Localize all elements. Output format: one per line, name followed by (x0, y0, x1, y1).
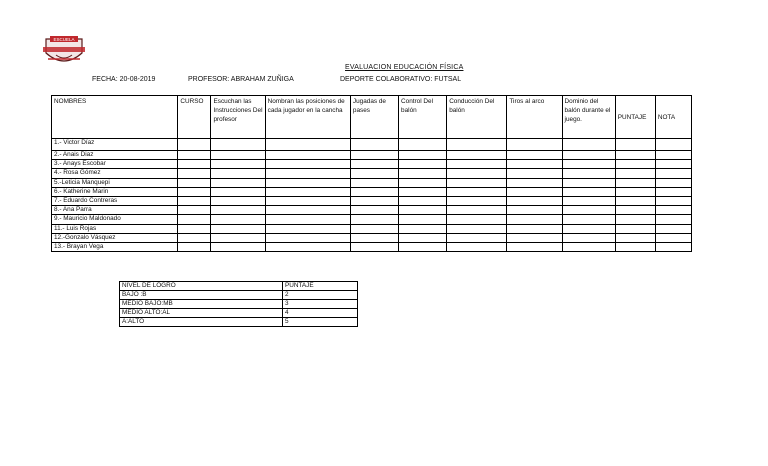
student-name: 3.- Anays Escobar (52, 160, 178, 169)
grade-cell[interactable] (562, 178, 615, 187)
grade-cell[interactable] (507, 215, 562, 224)
school-crest-icon (42, 33, 86, 69)
header-nivel-logro: NIVEL DE LOGRO (120, 282, 283, 291)
student-name: 4.- Rosa Gómez (52, 169, 178, 178)
grade-cell[interactable] (655, 233, 691, 242)
level-score: 5 (283, 318, 358, 327)
achievement-levels-table (119, 281, 358, 327)
grade-cell[interactable] (211, 196, 265, 205)
header-nombres: NOMBRES (52, 96, 178, 139)
grade-cell[interactable] (562, 215, 615, 224)
student-name: 6.- Katherine Marin (52, 187, 178, 196)
grade-cell[interactable] (350, 196, 398, 205)
grade-cell[interactable] (350, 178, 398, 187)
grade-cell[interactable] (399, 169, 447, 178)
grade-cell[interactable] (178, 224, 211, 233)
grade-cell[interactable] (211, 242, 265, 251)
grade-cell[interactable] (447, 178, 507, 187)
grade-cell[interactable] (178, 187, 211, 196)
grade-cell[interactable] (562, 242, 615, 251)
grade-cell[interactable] (447, 206, 507, 215)
grade-cell[interactable] (399, 206, 447, 215)
grade-cell[interactable] (399, 242, 447, 251)
grade-cell[interactable] (265, 151, 350, 160)
grade-cell[interactable] (615, 151, 655, 160)
table-row (52, 151, 692, 160)
grade-cell[interactable] (615, 206, 655, 215)
header-nombran: Nombran las posiciones de cada jugador en la cancha (265, 96, 350, 139)
grade-cell[interactable] (211, 178, 265, 187)
grade-cell[interactable] (447, 139, 507, 151)
grade-cell[interactable] (655, 151, 691, 160)
grade-cell[interactable] (399, 233, 447, 242)
student-name: 11.- Luis Rojas (52, 224, 178, 233)
grade-cell[interactable] (615, 242, 655, 251)
grade-cell[interactable] (399, 151, 447, 160)
header-nota: NOTA (655, 96, 691, 139)
grade-cell[interactable] (507, 139, 562, 151)
grade-cell[interactable] (615, 160, 655, 169)
grade-cell[interactable] (265, 187, 350, 196)
table-row (120, 318, 358, 327)
grade-cell[interactable] (615, 233, 655, 242)
grade-cell[interactable] (350, 160, 398, 169)
table-row (120, 300, 358, 309)
level-name: MEDIO BAJO:MB (120, 300, 283, 309)
table-row (52, 139, 692, 151)
grade-cell[interactable] (615, 178, 655, 187)
grade-cell[interactable] (562, 187, 615, 196)
level-name: A:ALTO (120, 318, 283, 327)
grade-cell[interactable] (178, 215, 211, 224)
grade-cell[interactable] (507, 233, 562, 242)
grade-cell[interactable] (507, 206, 562, 215)
grade-cell[interactable] (211, 187, 265, 196)
grade-cell[interactable] (562, 206, 615, 215)
level-name: MEDIO ALTO:AL (120, 309, 283, 318)
document-title: EVALUACION EDUCACIÓN FÍSICA (345, 64, 464, 71)
school-logo (42, 33, 86, 69)
grade-cell[interactable] (265, 233, 350, 242)
grade-cell[interactable] (350, 206, 398, 215)
grade-cell[interactable] (265, 160, 350, 169)
grade-cell[interactable] (562, 224, 615, 233)
grade-cell[interactable] (562, 139, 615, 151)
grade-cell[interactable] (178, 169, 211, 178)
table-row (52, 169, 692, 178)
grade-cell[interactable] (399, 160, 447, 169)
evaluation-header-row (52, 96, 692, 139)
grade-cell[interactable] (655, 160, 691, 169)
student-name: 5.-Leticia Manquepi (52, 178, 178, 187)
grade-cell[interactable] (447, 160, 507, 169)
grade-cell[interactable] (655, 169, 691, 178)
level-score: 3 (283, 300, 358, 309)
grade-cell[interactable] (399, 187, 447, 196)
grade-cell[interactable] (562, 160, 615, 169)
grade-cell[interactable] (399, 215, 447, 224)
grade-cell[interactable] (350, 224, 398, 233)
grade-cell[interactable] (211, 224, 265, 233)
grade-cell[interactable] (562, 233, 615, 242)
table-row (52, 178, 692, 187)
grade-cell[interactable] (562, 169, 615, 178)
grade-cell[interactable] (178, 206, 211, 215)
teacher-label: PROFESOR: ABRAHAM ZUÑIGA (188, 76, 294, 83)
grade-cell[interactable] (399, 139, 447, 151)
grade-cell[interactable] (655, 206, 691, 215)
grade-cell[interactable] (350, 139, 398, 151)
table-row (52, 196, 692, 205)
student-name: 1.- Victor Díaz (52, 139, 178, 151)
level-score: 2 (283, 291, 358, 300)
grade-cell[interactable] (265, 206, 350, 215)
grade-cell[interactable] (615, 224, 655, 233)
grade-cell[interactable] (178, 233, 211, 242)
grade-cell[interactable] (350, 187, 398, 196)
sport-label: DEPORTE COLABORATIVO: FUTSAL (340, 76, 462, 83)
grade-cell[interactable] (655, 196, 691, 205)
grade-cell[interactable] (265, 215, 350, 224)
student-name: 7.- Eduardo Contreras (52, 196, 178, 205)
grade-cell[interactable] (447, 187, 507, 196)
grade-cell[interactable] (178, 178, 211, 187)
grade-cell[interactable] (447, 196, 507, 205)
grade-cell[interactable] (655, 242, 691, 251)
grade-cell[interactable] (211, 169, 265, 178)
grade-cell[interactable] (655, 178, 691, 187)
grade-cell[interactable] (507, 242, 562, 251)
grade-cell[interactable] (615, 196, 655, 205)
grade-cell[interactable] (178, 139, 211, 151)
grade-cell[interactable] (211, 206, 265, 215)
grade-cell[interactable] (447, 242, 507, 251)
grade-cell[interactable] (399, 178, 447, 187)
grade-cell[interactable] (615, 215, 655, 224)
grade-cell[interactable] (507, 169, 562, 178)
student-name: 12.-Gonzalo Vásquez (52, 233, 178, 242)
level-name: BAJO :B (120, 291, 283, 300)
table-row (52, 187, 692, 196)
grade-cell[interactable] (350, 242, 398, 251)
header-jugadas: Jugadas de pases (350, 96, 398, 139)
grade-cell[interactable] (211, 215, 265, 224)
evaluation-table (51, 95, 692, 252)
grade-cell[interactable] (447, 224, 507, 233)
grade-cell[interactable] (562, 151, 615, 160)
grade-cell[interactable] (507, 196, 562, 205)
grade-cell[interactable] (399, 196, 447, 205)
table-row (52, 233, 692, 242)
grade-cell[interactable] (655, 215, 691, 224)
table-row (52, 224, 692, 233)
student-name: 13.- Brayan Vega (52, 242, 178, 251)
table-row (120, 291, 358, 300)
grade-cell[interactable] (265, 242, 350, 251)
grade-cell[interactable] (615, 187, 655, 196)
grade-cell[interactable] (350, 169, 398, 178)
grade-cell[interactable] (265, 224, 350, 233)
grade-cell[interactable] (655, 224, 691, 233)
header-tiros: Tiros al arco (507, 96, 562, 139)
grade-cell[interactable] (265, 196, 350, 205)
grade-cell[interactable] (265, 139, 350, 151)
header-conduccion: Conducción Del balón (447, 96, 507, 139)
grade-cell[interactable] (178, 196, 211, 205)
level-score: 4 (283, 309, 358, 318)
grade-cell[interactable] (507, 224, 562, 233)
grade-cell[interactable] (507, 187, 562, 196)
grade-cell[interactable] (615, 139, 655, 151)
grade-cell[interactable] (507, 160, 562, 169)
grade-cell[interactable] (265, 178, 350, 187)
header-curso: CURSO (178, 96, 211, 139)
grade-cell[interactable] (178, 151, 211, 160)
table-row (52, 242, 692, 251)
header-escuchan: Escuchan las Instrucciones Del profesor (211, 96, 265, 139)
grade-cell[interactable] (350, 215, 398, 224)
student-name: 9.- Mauricio Maldonado (52, 215, 178, 224)
table-row (52, 160, 692, 169)
grade-cell[interactable] (211, 151, 265, 160)
grade-cell[interactable] (265, 169, 350, 178)
student-name: 2.- Anais Diaz (52, 151, 178, 160)
grade-cell[interactable] (507, 178, 562, 187)
grade-cell[interactable] (615, 169, 655, 178)
date-label: FECHA: 20-08-2019 (92, 76, 156, 83)
grade-cell[interactable] (447, 233, 507, 242)
grade-cell[interactable] (178, 160, 211, 169)
grade-cell[interactable] (447, 169, 507, 178)
grade-cell[interactable] (507, 151, 562, 160)
grade-cell[interactable] (350, 151, 398, 160)
student-name: 8.- Ana Parra (52, 206, 178, 215)
table-row (52, 215, 692, 224)
grade-cell[interactable] (211, 160, 265, 169)
table-row (52, 206, 692, 215)
grade-cell[interactable] (211, 139, 265, 151)
grade-cell[interactable] (655, 139, 691, 151)
grade-cell[interactable] (178, 242, 211, 251)
grade-cell[interactable] (350, 233, 398, 242)
grade-cell[interactable] (562, 196, 615, 205)
grade-cell[interactable] (447, 151, 507, 160)
grade-cell[interactable] (447, 215, 507, 224)
header-control: Control Del balón (399, 96, 447, 139)
levels-header-row (120, 282, 358, 291)
header-dominio: Dominio del balón durante el juego. (562, 96, 615, 139)
header-puntaje: PUNTAJE (615, 96, 655, 139)
grade-cell[interactable] (655, 187, 691, 196)
svg-text:ESCUELA: ESCUELA (53, 37, 75, 42)
header-puntaje-nivel: PUNTAJE (283, 282, 358, 291)
grade-cell[interactable] (211, 233, 265, 242)
table-row (120, 309, 358, 318)
grade-cell[interactable] (399, 224, 447, 233)
